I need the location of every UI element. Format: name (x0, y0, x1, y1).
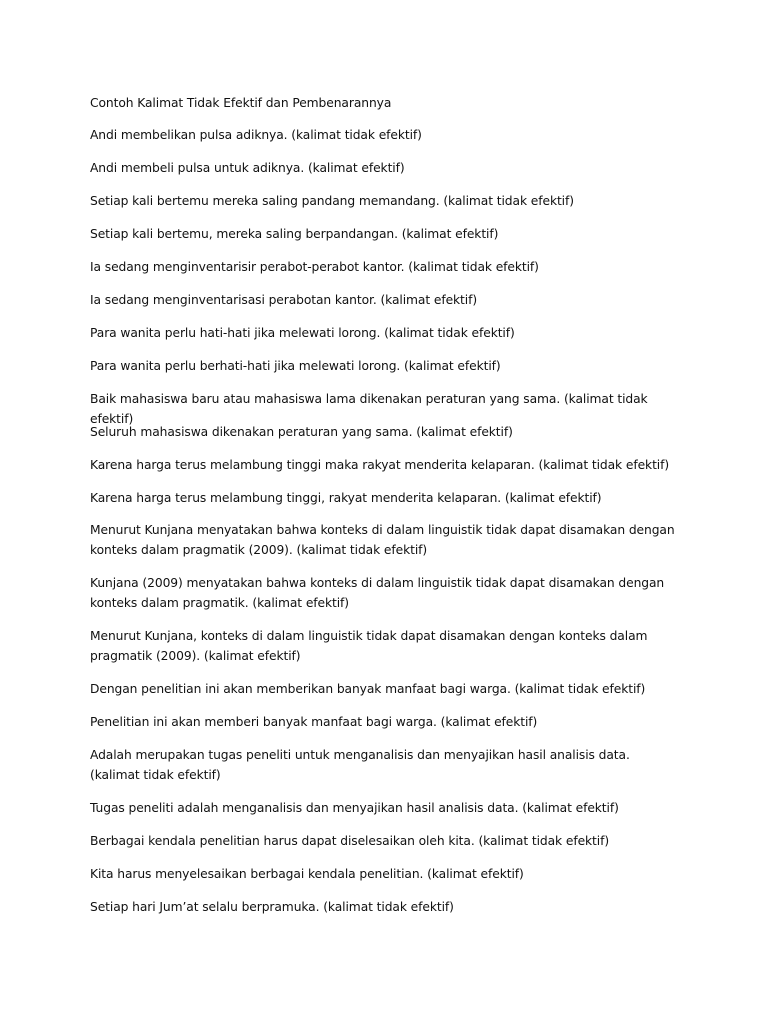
sentence-line: Ia sedang menginventarisir perabot-perabot kantor. (kalimat tidak efektif) (90, 260, 539, 274)
sentence-line: Setiap hari Jum’at selalu berpramuka. (kalimat tidak efektif) (90, 900, 454, 914)
sentence-line: Berbagai kendala penelitian harus dapat diselesaikan oleh kita. (kalimat tidak efektif) (90, 834, 610, 848)
sentence-line: Tugas peneliti adalah menganalisis dan menyajikan hasil analisis data. (kalimat efektif) (90, 801, 619, 815)
sentence-line: Setiap kali bertemu mereka saling pandang memandang. (kalimat tidak efektif) (90, 194, 574, 208)
sentence-line: Baik mahasiswa baru atau mahasiswa lama dikenakan peraturan yang sama. (kalimat tidak efektif) (90, 392, 648, 426)
sentence-line: Kita harus menyelesaikan berbagai kendala penelitian. (kalimat efektif) (90, 867, 524, 881)
sentence-line: Menurut Kunjana menyatakan bahwa konteks di dalam linguistik tidak dapat disamakan dengan konteks dalam pragmatik (2009). (kalimat tidak efektif) (90, 523, 675, 557)
sentence-line: Kunjana (2009) menyatakan bahwa konteks di dalam linguistik tidak dapat disamakan dengan konteks dalam pragmatik. (kalimat efektif) (90, 576, 665, 610)
sentence-line: Andi membelikan pulsa adiknya. (kalimat tidak efektif) (90, 128, 422, 142)
sentence-line: Ia sedang menginventarisasi perabotan kantor. (kalimat efektif) (90, 293, 478, 307)
sentence-line: Para wanita perlu hati-hati jika melewati lorong. (kalimat tidak efektif) (90, 326, 515, 340)
sentence-line: Andi membeli pulsa untuk adiknya. (kalimat efektif) (90, 161, 405, 175)
document-title: Contoh Kalimat Tidak Efektif dan Pembenarannya (90, 96, 392, 110)
sentence-line: Karena harga terus melambung tinggi, rakyat menderita kelaparan. (kalimat efektif) (90, 491, 602, 505)
sentence-line: Menurut Kunjana, konteks di dalam linguistik tidak dapat disamakan dengan konteks dalam pragmatik (2009). (kalimat efektif) (90, 629, 648, 663)
sentence-line: Adalah merupakan tugas peneliti untuk menganalisis dan menyajikan hasil analisis data. (kalimat tidak efektif) (90, 748, 630, 782)
sentence-line: Seluruh mahasiswa dikenakan peraturan yang sama. (kalimat efektif) (90, 425, 513, 439)
sentence-line: Karena harga terus melambung tinggi maka rakyat menderita kelaparan. (kalimat tidak efektif) (90, 458, 670, 472)
sentence-line: Penelitian ini akan memberi banyak manfaat bagi warga. (kalimat efektif) (90, 715, 538, 729)
sentence-line: Para wanita perlu berhati-hati jika melewati lorong. (kalimat efektif) (90, 359, 501, 373)
sentence-line: Dengan penelitian ini akan memberikan banyak manfaat bagi warga. (kalimat tidak efektif) (90, 682, 646, 696)
sentence-line: Setiap kali bertemu, mereka saling berpandangan. (kalimat efektif) (90, 227, 499, 241)
